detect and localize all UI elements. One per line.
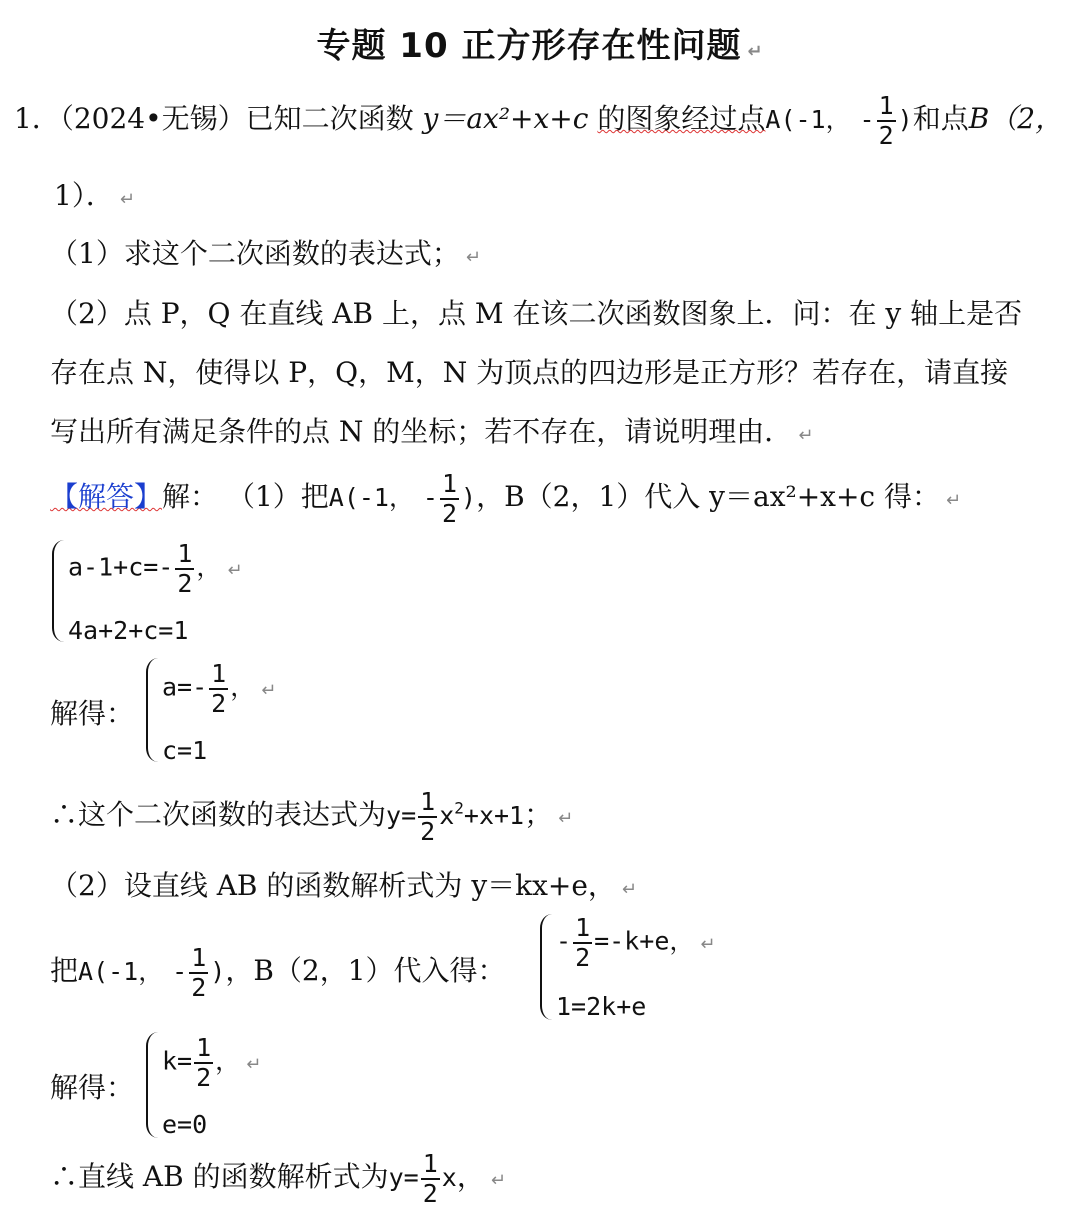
conclusion-2: ∴直线 AB 的函数解析式为y= $\frac{1}{2}$ x， ↵ <box>50 1149 506 1208</box>
problem-line-1: 1．（2024•无锡）已知二次函数 y＝ax²+x+c 的图象经过点A(-1， - $\frac{1}{2}$ )和点B（2， <box>14 91 1064 150</box>
system-3-row-2: 1=2k+e <box>556 992 647 1021</box>
solution-line-1: 【解答】解： （1）把A(-1， - $\frac{1}{2}$ )，B（2，1）代入 y＝ax²+x+c 得： ↵ <box>50 469 962 528</box>
problem-line-2: 1）． ↵ <box>54 179 135 212</box>
system-2-row-2: c=1 <box>162 736 208 765</box>
system-1-row-2: 4a+2+c=1 <box>68 616 189 645</box>
system-3-row-1: - $\frac{1}{2}$ =-k+e， ↵ <box>556 913 716 972</box>
brace-system-2 <box>146 658 158 762</box>
system-1-row-1: a-1+c=- $\frac{1}{2}$ ， ↵ <box>68 539 243 598</box>
question-2-line-2: 存在点 N，使得以 P，Q，M，N 为顶点的四边形是正方形？若存在，请直接 <box>50 356 1009 389</box>
fraction-half: $\frac{1}{2}$ <box>878 91 894 150</box>
conclusion-1: ∴这个二次函数的表达式为y= $\frac{1}{2}$ $x^2+x+1$； ↵ <box>50 787 574 846</box>
substitute-line: 把A(-1， - $\frac{1}{2}$ )，B（2，1）代入得： <box>50 943 506 1002</box>
solve-label-1: 解得： <box>50 697 135 730</box>
solve-label-2: 解得： <box>50 1071 135 1104</box>
system-4-row-2: e=0 <box>162 1110 208 1139</box>
brace-system-3 <box>540 914 552 1020</box>
answer-tag: 【解答】 <box>50 480 163 513</box>
solution-part-2-line: （2）设直线 AB 的函数解析式为 y＝kx+e， ↵ <box>50 869 638 902</box>
question-2-line-1: （2）点 P，Q 在直线 AB 上，点 M 在该二次函数图象上．问：在 y 轴上是否 <box>50 297 1023 330</box>
brace-system-4 <box>146 1032 158 1138</box>
brace-system-1 <box>52 540 64 642</box>
question-2-line-3: 写出所有满足条件的点 N 的坐标；若不存在，请说明理由． ↵ <box>50 415 814 448</box>
page-title: 专题 10 正方形存在性问题 ↵ <box>316 26 764 66</box>
question-1: （1）求这个二次函数的表达式； ↵ <box>50 237 481 270</box>
system-2-row-1: a=- $\frac{1}{2}$ ， ↵ <box>162 659 277 718</box>
system-4-row-1: k= $\frac{1}{2}$ ， ↵ <box>162 1033 262 1092</box>
